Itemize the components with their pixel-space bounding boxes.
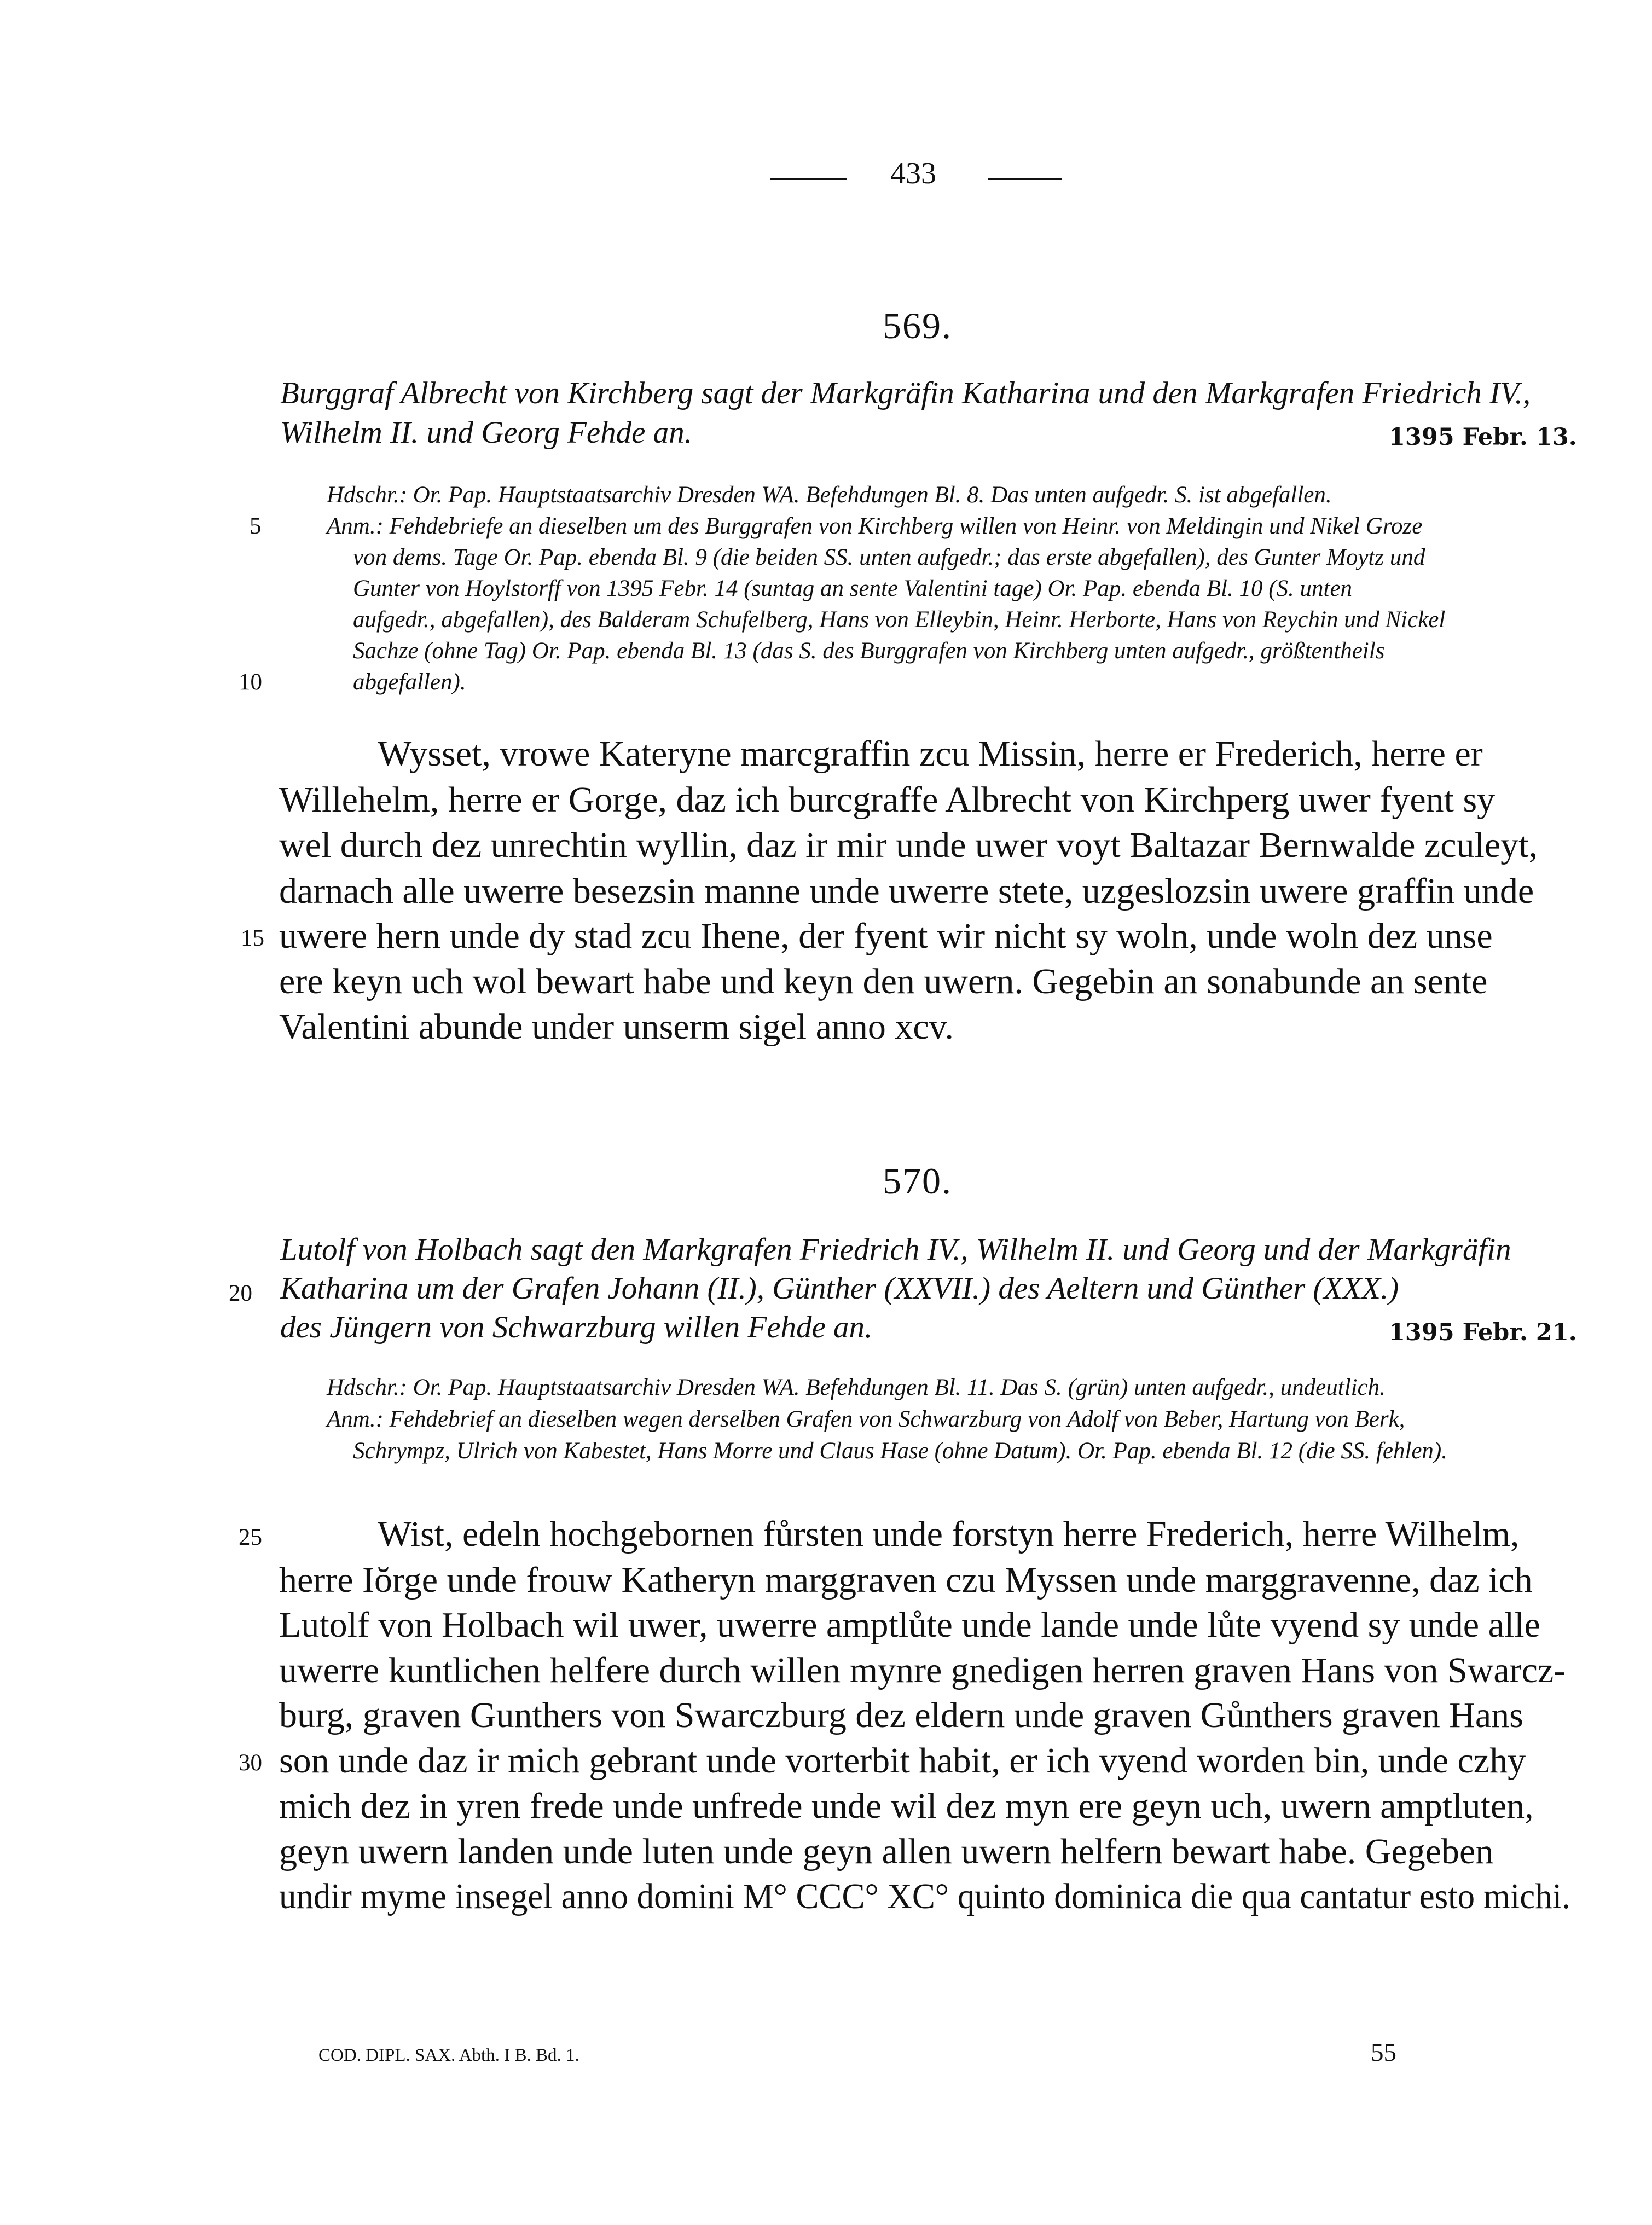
body-569-line-3: wel durch dez unrechtin wyllin, daz ir mir unde uwer voyt Baltazar Bernwalde zculeyt, <box>279 825 1538 865</box>
running-head-rule-left <box>770 178 847 180</box>
headline-569-line-1: Burggraf Albrecht von Kirchberg sagt der Markgräfin Katharina und den Markgrafen Friedrich IV., <box>280 376 1531 410</box>
headline-570-line-1: Lutolf von Holbach sagt den Markgrafen Friedrich IV., Wilhelm II. und Georg und der Markgräfin <box>280 1232 1511 1267</box>
body-570-line-6: son unde daz ir mich gebrant unde vorterbit habit, er ich vyend worden bin, unde czhy <box>279 1741 1526 1781</box>
note-569-line-3: von dems. Tage Or. Pap. ebenda Bl. 9 (die beiden SS. unten aufgedr.; das erste abgefallen), des Gunter Moytz und <box>353 544 1425 570</box>
note-569-line-5: aufgedr., abgefallen), des Balderam Schufelberg, Hans von Elleybin, Heinr. Herborte, Hans von Reychin und Nickel <box>353 607 1446 633</box>
note-569-line-6: Sachze (ohne Tag) Or. Pap. ebenda Bl. 13 (das S. des Burggrafen von Kirchberg unten aufgedr., größtentheils <box>353 638 1385 664</box>
document-number-569: 569. <box>883 305 952 346</box>
note-570-line-3: Schrympz, Ulrich von Kabestet, Hans Morre und Claus Hase (ohne Datum). Or. Pap. ebenda Bl. 12 (die SS. fehlen). <box>353 1438 1448 1464</box>
note-570-line-1: Hdschr.: Or. Pap. Hauptstaatsarchiv Dresden WA. Befehdungen Bl. 11. Das S. (grün) unten aufgedr., undeutlich. <box>327 1375 1386 1400</box>
note-570-line-2: Anm.: Fehdebrief an dieselben wegen derselben Grafen von Schwarzburg von Adolf von Beber, Hartung von Berk, <box>327 1406 1405 1432</box>
body-569-line-6: ere keyn uch wol bewart habe und keyn den uwern. Gegebin an sonabunde an sente <box>279 961 1488 1001</box>
note-569-line-1: Hdschr.: Or. Pap. Hauptstaatsarchiv Dresden WA. Befehdungen Bl. 8. Das unten aufgedr. S. ist abgefallen. <box>327 482 1332 508</box>
body-569-line-2: Willehelm, herre er Gorge, daz ich burcgraffe Albrecht von Kirchperg uwer fyent sy <box>279 780 1496 820</box>
body-570-line-4: uwerre kuntlichen helfere durch willen mynre gnedigen herren graven Hans von Swarcz- <box>279 1650 1566 1690</box>
line-number-15: 15 <box>241 925 264 951</box>
body-570-line-2: herre Iŏrge unde frouw Katheryn marggraven czu Myssen unde marggravenne, daz ich <box>279 1560 1533 1600</box>
body-569-line-1: Wysset, vrowe Kateryne marcgraffin zcu Missin, herre er Frederich, herre er <box>378 734 1483 774</box>
body-570-line-9: undir myme insegel anno domini M° CCC° XC° quinto dominica die qua cantatur esto michi. <box>279 1876 1570 1916</box>
document-number-570: 570. <box>883 1160 952 1202</box>
headline-569-line-2: Wilhelm II. und Georg Fehde an. <box>280 415 692 450</box>
line-number-5: 5 <box>250 513 262 539</box>
line-number-10: 10 <box>239 669 262 695</box>
body-570-line-7: mich dez in yren frede unde unfrede unde wil dez myn ere geyn uch, uwern amptluten, <box>279 1786 1534 1826</box>
date-570: 1395 Febr. 21. <box>1389 1319 1577 1346</box>
body-570-line-5: burg, graven Gunthers von Swarczburg dez eldern unde graven Gůnthers graven Hans <box>279 1695 1523 1735</box>
headline-570-line-3: des Jüngern von Schwarzburg willen Fehde an. <box>280 1310 873 1345</box>
running-head-rule-right <box>988 178 1062 180</box>
note-569-line-4: Gunter von Hoylstorff von 1395 Febr. 14 (suntag an sente Valentini tage) Or. Pap. ebenda Bl. 10 (S. unten <box>353 576 1353 601</box>
footer-sheet-number: 55 <box>1371 2038 1396 2067</box>
body-569-line-7: Valentini abunde under unserm sigel anno xcv. <box>279 1007 954 1047</box>
line-number-25: 25 <box>239 1525 262 1550</box>
footer-series-title: COD. DIPL. SAX. Abth. I B. Bd. 1. <box>318 2046 579 2065</box>
headline-570-line-2: Katharina um der Grafen Johann (II.), Günther (XXVII.) des Aeltern und Günther (XXX.) <box>280 1271 1399 1306</box>
body-570-line-3: Lutolf von Holbach wil uwer, uwerre amptlůte unde lande unde lůte vyend sy unde alle <box>279 1605 1540 1645</box>
body-570-line-8: geyn uwern landen unde luten unde geyn allen uwern helfern bewart habe. Gegeben <box>279 1832 1494 1871</box>
body-569-line-4: darnach alle uwerre besezsin manne unde uwerre stete, uzgeslozsin uwere graffin unde <box>279 871 1534 911</box>
body-570-line-1: Wist, edeln hochgebornen fůrsten unde forstyn herre Frederich, herre Wilhelm, <box>378 1514 1520 1554</box>
page-number: 433 <box>890 157 936 190</box>
note-569-line-2: Anm.: Fehdebriefe an dieselben um des Burggrafen von Kirchberg willen von Heinr. von Meldingin und Nikel Groze <box>327 513 1423 539</box>
line-number-30: 30 <box>239 1750 262 1776</box>
note-569-line-7: abgefallen). <box>353 669 466 695</box>
date-569: 1395 Febr. 13. <box>1389 424 1577 451</box>
body-569-line-5: uwere hern unde dy stad zcu Ihene, der fyent wir nicht sy woln, unde woln dez unse <box>279 916 1493 956</box>
line-number-20: 20 <box>229 1280 252 1306</box>
